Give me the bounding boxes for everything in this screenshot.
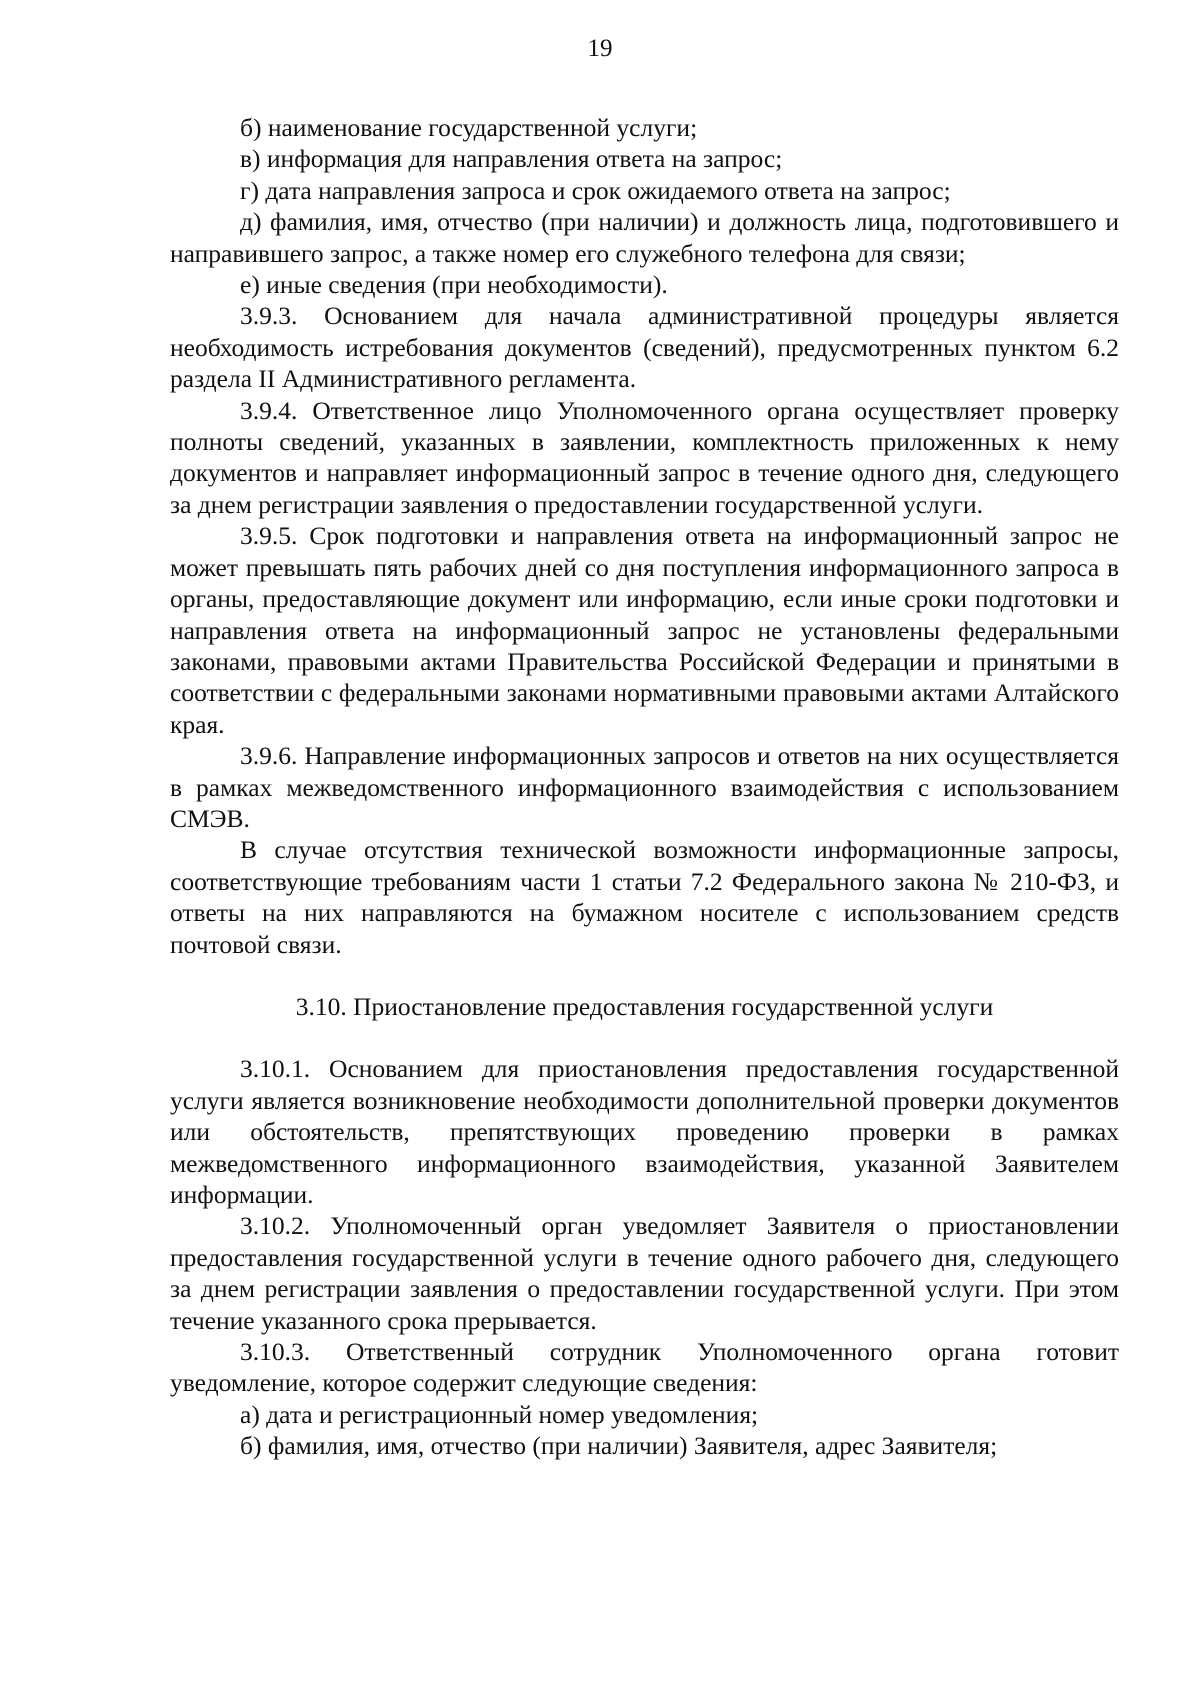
list-item-b-applicant: б) фамилия, имя, отчество (при наличии) Заявителя, адрес Заявителя; [240, 1431, 998, 1461]
clause-3-9-3: 3.9.3. Основанием для начала административной процедуры является необходимость истребования документов (сведений), предусмотренных пунктом 6.2 раздела II Административного регламента. [170, 301, 1119, 394]
clause-3-10-1: 3.10.1. Основанием для приостановления предоставления государственной услуги является возникновение необходимости дополнительной проверки документов или обстоятельств, препятствующих проведению проверки в рамках межведомственного информационного взаимодействия, указанной Заявителем информации. [170, 1054, 1119, 1209]
list-item-e: е) иные сведения (при необходимости). [240, 270, 668, 300]
page-number: 19 [587, 35, 613, 62]
clause-3-9-6-continued: В случае отсутствия технической возможности информационные запросы, соответствующие требованиям части 1 статьи 7.2 Федерального закона № 210-ФЗ, и ответы на них направляются на бумажном носителе с использованием средств почтовой связи. [170, 835, 1119, 959]
clause-3-9-5: 3.9.5. Срок подготовки и направления ответа на информационный запрос не может превышать пять рабочих дней со дня поступления информационного запроса в органы, предоставляющие документ или информацию, если иные сроки подготовки и направления ответа на информационный запрос не установлены федеральными законами, правовыми актами Правительства Российской Федерации и принятыми в соответствии с федеральными законами нормативными правовыми актами Алтайского края. [170, 521, 1119, 739]
clause-3-10-3: 3.10.3. Ответственный сотрудник Уполномоченного органа готовит уведомление, которое содержит следующие сведения: [170, 1337, 1119, 1398]
clause-3-9-6: 3.9.6. Направление информационных запросов и ответов на них осуществляется в рамках межведомственного информационного взаимодействия с использованием СМЭВ. [170, 741, 1119, 833]
document-body [170, 112, 1119, 1462]
clause-3-9-4: 3.9.4. Ответственное лицо Уполномоченного органа осуществляет проверку полноты сведений, указанных в заявлении, комплектность приложенных к нему документов и направляет информационный запрос в течение одного дня, следующего за днем регистрации заявления о предоставлении государственной услуги. [170, 395, 1119, 519]
list-item-g: г) дата направления запроса и срок ожидаемого ответа на запрос; [240, 175, 951, 205]
list-item-b: б) наименование государственной услуги; [240, 113, 698, 142]
list-item-v: в) информация для направления ответа на запрос; [240, 144, 783, 174]
clause-3-10-2: 3.10.2. Уполномоченный орган уведомляет Заявителя о приостановлении предоставления государственной услуги в течение одного рабочего дня, следующего за днем регистрации заявления о предоставлении государственной услуги. При этом течение указанного срока прерывается. [170, 1211, 1119, 1335]
list-item-a: а) дата и регистрационный номер уведомления; [240, 1399, 759, 1429]
section-heading: 3.10. Приостановление предоставления государственной услуги [295, 991, 994, 1021]
list-item-d: д) фамилия, имя, отчество (при наличии) и должность лица, подготовившего и направившего запрос, а также номер его служебного телефона для связи; [170, 207, 1119, 268]
